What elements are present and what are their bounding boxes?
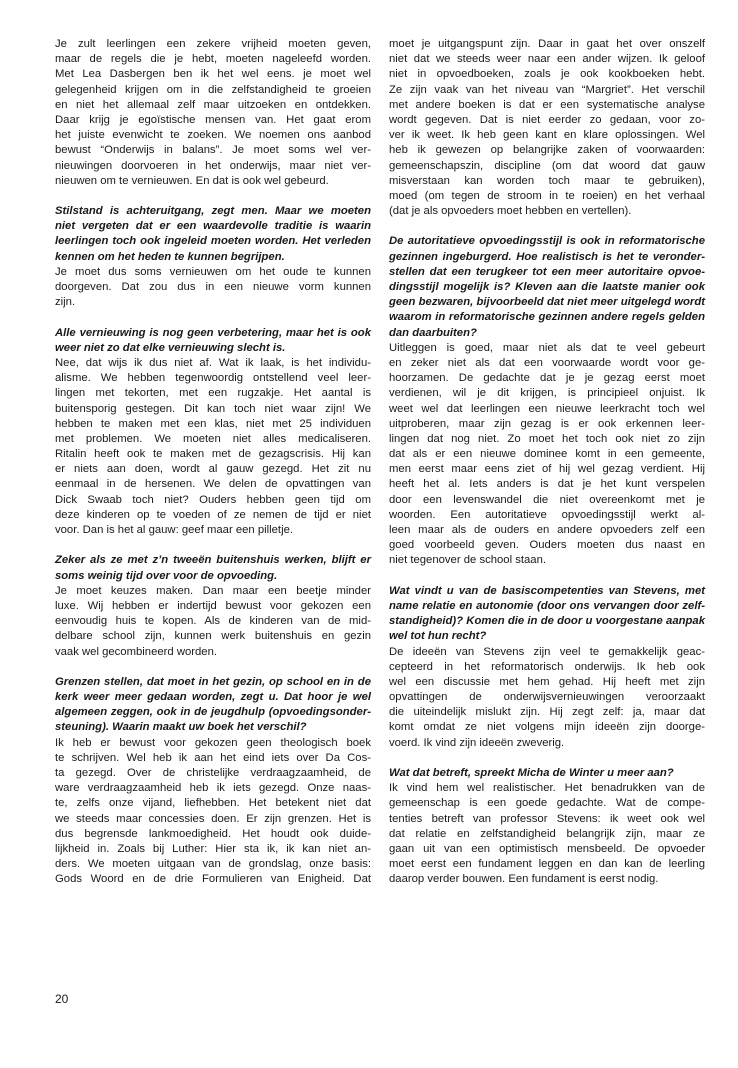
text-line: verdienen, wil je dit krijgen, is principieel onjuist. Ik [389, 387, 705, 400]
interview-qa-block [55, 553, 371, 659]
text-line: niet vergeten dat er een waardevolle traditie is waarin [55, 220, 371, 233]
text-line: dat relatie en zelfstandigheid belangrijk zijn, maar ze [389, 827, 705, 840]
text-line: leerlingen toch ook ingeleid moeten worden. Het verleden [55, 235, 371, 248]
interview-answer [55, 584, 371, 660]
text-line: het juiste evenwicht te zoeken. We noemen ons aanbod [55, 129, 371, 142]
text-line: ta gezegd. Over de christelijke verdraagzaamheid, de [55, 767, 371, 779]
text-line: gaan uit van een optimistisch mensbeeld. De opvoeder [389, 842, 705, 855]
text-line: goed voorbeeld geven. Ouders moeten dus naast en [389, 539, 705, 552]
text-line: Dick Swaab toch niet? Ouders hebben geen tijd om [55, 493, 371, 506]
text-line: wel tot hun recht? [389, 630, 487, 643]
text-line: eenvoudig huis te kopen. Als de kinderen van de mid- [55, 615, 371, 628]
text-line: ders. We moeten uitgaan van de grondslag, onze basis: [55, 858, 371, 871]
text-line: niet in opvoedboeken, zoals je ook kookboeken hebt. [389, 68, 705, 81]
text-line: leen maar als de ouders en andere opvoeders zelf een [389, 524, 705, 536]
page-number: 20 [55, 992, 69, 1006]
text-line: Je moet keuzes maken. Dan maar een beetje minder [55, 584, 371, 597]
text-line: Je zult leerlingen een zekere vrijheid moeten geven, [55, 38, 371, 50]
text-line: met andere boeken is dat er een systematische analyse [389, 98, 705, 111]
text-line: geen bezwaren, bijvoorbeeld dat niet meer uitgelegd wordt [389, 296, 705, 309]
text-column-right [389, 37, 705, 903]
text-line: cepteerd in het reformatorisch onderwijs. Ik heb ook [389, 660, 705, 673]
text-line: Daar krijg je egoïstische mensen van. Het gaat erom [55, 113, 371, 126]
text-line: moed (om tegen de stroom in te roeien) en het verhaal [389, 189, 705, 202]
text-line: Stilstand is achteruitgang, zegt men. Maar we moeten [55, 205, 371, 218]
text-line: vaak wel gecombineerd worden. [55, 645, 218, 658]
text-line: hoorzamen. De gedachte dat je je gezag eerst moet [389, 372, 705, 385]
interview-qa-block [55, 675, 371, 888]
text-line: wordt gegeven. Dat is niet eerder zo gedaan, voor zo- [389, 113, 705, 126]
text-line: Uitleggen is goed, maar niet als dat te veel gebeurt [389, 341, 705, 354]
text-line: nieuwingen doorvoeren in het onderwijs, maar niet ver- [55, 159, 371, 172]
text-line: die uiteindelijk mislukt zijn. Hij zegt zelf: ja, maar dat [389, 706, 705, 719]
text-line: en zeker niet als dat een voorwaarde wordt voor ge- [389, 356, 705, 369]
interview-answer [55, 736, 371, 888]
text-line: voor. Dan is het al gauw: geef maar een pilletje. [55, 524, 294, 536]
text-line: De ideeën van Stevens zijn veel te gemakkelijk geac- [389, 645, 705, 658]
text-line: ware verdraagzaamheid heb ik iets gezegd. Onze naas- [55, 782, 371, 795]
interview-question [389, 766, 705, 781]
text-line: ver ik weet. Ik heb geen kant en klare oplossingen. Wel [389, 129, 705, 142]
text-line: name relatie en autonomie (door ons vervangen door zelf- [389, 599, 705, 612]
interview-qa-block [55, 204, 371, 310]
text-line: Nee, dat wijs ik dus niet af. Wat ik laak, is het individu- [55, 356, 371, 369]
text-line: Ritalin heeft ook te maken met de gezagscrisis. Hij kan [55, 448, 371, 461]
interview-question [389, 234, 705, 340]
interview-qa-block [389, 584, 705, 751]
text-line: heeft het al. Iets anders is dat je het kunt verspelen [389, 478, 705, 491]
text-line: woorden. Een autoritatieve opvoedingsstijl werkt al- [389, 508, 705, 521]
text-line: dat als er een nieuwe dominee komt in een gemeente, [389, 448, 705, 461]
text-line: eenmaal in de hersenen. We delen de opvattingen van [55, 478, 371, 491]
interview-qa-block [55, 326, 371, 539]
text-line: met problemen. We moeten niet alles medicaliseren. [55, 432, 371, 445]
text-line: Alle vernieuwing is nog geen verbetering, maar het is ook [55, 326, 371, 339]
interview-qa-block [389, 234, 705, 568]
text-line: Ik heb er bewust voor gekozen geen theologisch boek [55, 736, 371, 749]
text-line: algemeen zeggen, ook in de jeugdhulp (opvoedingsonder- [55, 706, 371, 719]
text-line: niet dat we steeds weer naar een ander wijzen. Ik geloof [389, 53, 705, 66]
text-line: deze kinderen op te voeden of ze nemen de tijd er niet [55, 508, 371, 521]
text-line: te, zelfs onze vijand, liefhebben. Het betekent niet dat [55, 797, 371, 810]
text-line: delbare school zijn, kunnen werk buitenshuis en gezin [55, 630, 371, 643]
text-line: hebben te maken met een klas, niet met 25 individuen [55, 417, 371, 430]
text-line: opvattingen de onderwijsvernieuwingen veroorzaakt [389, 691, 705, 704]
interview-qa-block [389, 766, 705, 888]
text-line: niet tegenover de school staan. [389, 554, 547, 567]
text-line: Zeker als ze met z’n tweeën buitenshuis werken, blijft er [55, 554, 371, 567]
text-line: te schrijven. Wel heb ik aan het eind iets over Da Cos- [55, 751, 371, 764]
text-line: weet wel dat leerlingen een nieuwe leerkracht toch wel [389, 402, 705, 415]
text-line: wel een discussie met hem gehad. Hij heeft met zijn [389, 675, 705, 688]
text-line: misverstaan kan worden toch maar te gebruiken), [389, 174, 705, 187]
interview-question [55, 553, 371, 583]
text-line: steuning). Waarin maakt uw boek het verschil? [55, 721, 307, 734]
text-line: standigheid)? Komen die in de door u voorgestane aanpak [389, 615, 705, 628]
text-line: maar de regels die je hebt, moeten nageleefd worden. [55, 53, 371, 66]
text-line: Ik vind hem wel realistischer. Het benadrukken van de [389, 782, 705, 795]
text-line: zijn. [55, 296, 76, 309]
interview-answer [389, 341, 705, 569]
text-line: gelegenheid krijgen om in die zelfstandigheid te groeien [55, 83, 371, 96]
text-line: Wat dat betreft, spreekt Micha de Winter u meer aan? [389, 767, 674, 779]
text-line: daarop verder bouwen. Een fundament is eerst nodig. [389, 873, 659, 886]
text-column-left [55, 37, 371, 903]
text-line: uitproberen, maar zijn gezag is er ook erkennen leer- [389, 417, 705, 430]
text-line: doorgeven. Dat zou dus in een nieuwe vorm kunnen [55, 281, 371, 293]
text-line: waarom in reformatorische gezinnen andere regels gelden [389, 311, 705, 324]
text-line: luxe. Wij hebben er indertijd bewust voor gekozen een [55, 599, 371, 612]
text-line: moet je uitgangspunt zijn. Daar in gaat het over onszelf [389, 38, 705, 50]
text-line: Wat vindt u van de basiscompetenties van Stevens, met [389, 584, 705, 597]
text-line: Ze zijn vaak van het niveau van “Margriet”. Het verschil [389, 83, 705, 96]
interview-question [55, 204, 371, 265]
text-line: we steeds maar concessies doen. Er zijn grenzen. Het is [55, 812, 371, 825]
interview-question [389, 584, 705, 645]
text-line: lingen dat nog niet. Zo moet het toch ook niet zo zijn [389, 432, 705, 445]
text-line: alisme. We hebben tegenwoordig ontstellend veel leer- [55, 372, 371, 385]
text-line: lingen met tekorten, met een rugzakje. Het aantal is [55, 387, 371, 400]
interview-answer [389, 781, 705, 887]
text-line: moet eerst een fundament leggen en dan kan de leerling [389, 858, 705, 871]
text-line: gemeenschapszin, discipline (om dat woord dat gauw [389, 159, 705, 172]
answer-paragraph [389, 37, 705, 219]
text-line: Je moet dus soms vernieuwen om het oude te kunnen [55, 265, 371, 278]
text-line: en niet het allemaal zelf maar uitzoeken en ontdekken. [55, 98, 371, 111]
text-line: kerk weer meer gedaan worden, zegt u. Dat hoor je wel [55, 691, 371, 704]
interview-question [55, 675, 371, 736]
text-line: weer niet zo dat elke vernieuwing slecht is. [55, 341, 286, 354]
text-line: bewust “Onderwijs in balans”. Je moet soms wel ver- [55, 144, 371, 157]
text-line: gezinnen ingeburgerd. Hoe realistisch is het te veronder- [389, 250, 705, 263]
text-line: lijkheid in. Zoals bij Luther: Hier sta ik, ik kan niet an- [55, 842, 371, 855]
text-line: Grenzen stellen, dat moet in het gezin, op school en in de [55, 675, 371, 688]
text-line: men eerst maar eens ziet of hij wel gezag verdient. Hij [389, 463, 705, 476]
answer-text [389, 37, 705, 219]
text-line: (dat je als opvoeders moet hebben en vertellen). [389, 205, 632, 218]
text-line: dan daarbuiten? [389, 326, 477, 339]
answer-paragraph [55, 37, 371, 189]
text-line: dingsstijl mogelijk is? Kleven aan die laatste manier ook [389, 281, 705, 293]
text-line: buitensporig gestegen. Dit kan toch niet waar zijn! We [55, 402, 371, 415]
text-line: Gods Woord en de drie Formulieren van Enigheid. Dat [55, 873, 371, 886]
text-line: kennen om het heden te kunnen begrijpen. [55, 250, 285, 263]
answer-text [55, 37, 371, 189]
text-line: gemeenschap is een goede gedachte. Wat de compe- [389, 797, 705, 810]
text-line: stellen dat een terugkeer tot een meer autoritaire opvoe- [389, 265, 705, 278]
interview-answer [55, 265, 371, 311]
text-line: nieuwen om te vernieuwen. En dat is ook wel gebeurd. [55, 174, 329, 187]
interview-answer [389, 645, 705, 751]
text-line: soms weinig tijd over voor de opvoeding. [55, 569, 278, 582]
text-line: er niets aan doen, wordt al gauw gezegd. Het zit nu [55, 463, 371, 476]
text-line: voerd. Ik vind zijn ideeën zweverig. [389, 736, 565, 749]
text-line: dus begrensde lankmoedigheid. Het houdt ook duide- [55, 827, 371, 840]
text-line: Met Lea Dasbergen ben ik het wel eens. je moet wel [55, 68, 371, 81]
text-line: komt omdat ze niet volgens mijn ideeën zijn doorge- [389, 721, 705, 734]
interview-question [55, 326, 371, 356]
text-line: De autoritatieve opvoedingsstijl is ook in reformatorische [389, 235, 705, 248]
interview-answer [55, 356, 371, 538]
text-line: heb ik gewezen op belangrijke zaken of voorwaarden: [389, 144, 705, 157]
text-line: tenties betreft van professor Stevens: ik weet ook wel [389, 812, 705, 825]
text-line: door een levenswandel die niet overeenkomt met je [389, 493, 705, 506]
